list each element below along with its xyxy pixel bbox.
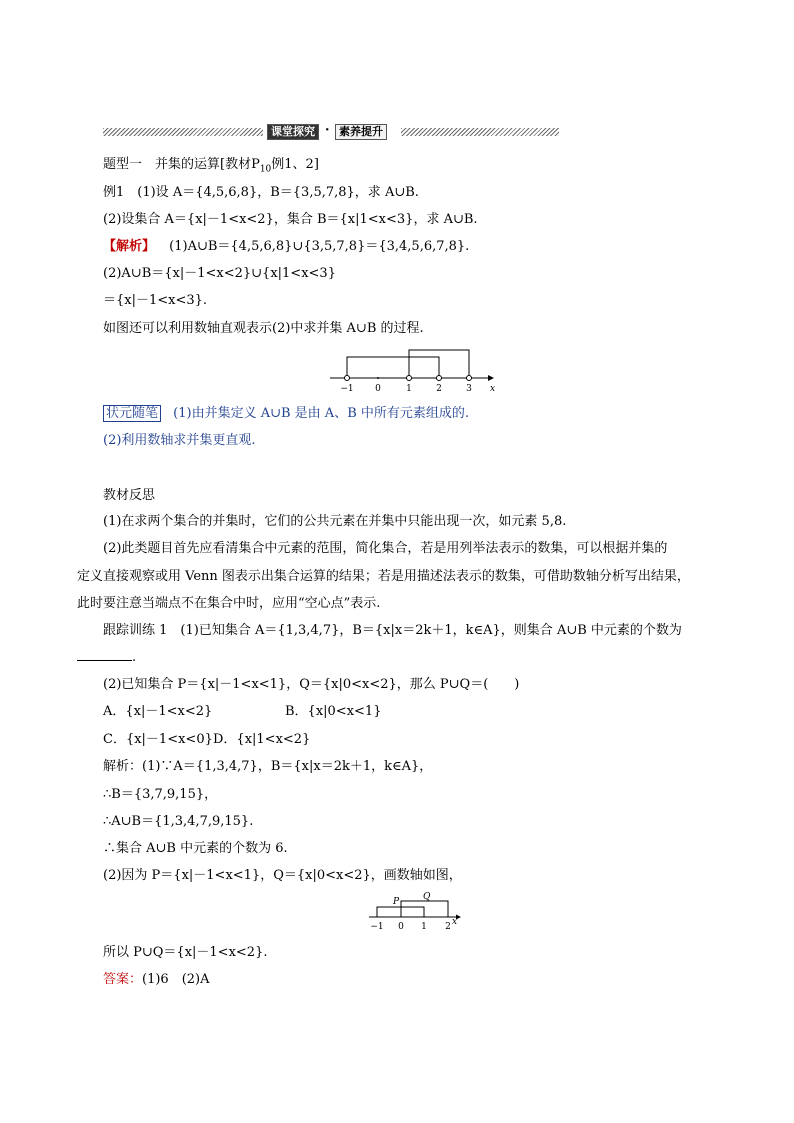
analysis-line-3: ∴A∪B＝{1,3,4,7,9,15}. (103, 814, 254, 829)
analysis-line-4: ∴集合 A∪B 中元素的个数为 6. (103, 841, 288, 856)
answer-text: (1)6 (2)A (142, 972, 210, 987)
solution-line-3: ＝{x|－1<x<3}. (103, 293, 208, 308)
tick-label: 2 (445, 922, 451, 932)
analysis-line-6: 所以 P∪Q＝{x|－1<x<2}. (103, 945, 268, 960)
open-point (407, 376, 412, 381)
heading-tail: 例1、2] (271, 157, 319, 172)
option-d: D．{x|1<x<2} (213, 732, 311, 747)
note-label: 状元随笔 (103, 405, 161, 422)
blank-period: . (132, 650, 137, 665)
heading-subscript: 10 (259, 164, 272, 175)
open-point (467, 376, 472, 381)
exercise-question-1: 跟踪训练 1 (1)已知集合 A＝{1,3,4,7}，B＝{x|x＝2k＋1，k∈A}，则集合 A∪B 中元素的个数为 (103, 623, 682, 638)
tick-label: 3 (466, 384, 472, 394)
option-a: A．{x|－1<x<2} (103, 704, 213, 719)
section-banner (103, 124, 559, 140)
note-line-2: (2)利用数轴求并集更直观. (103, 433, 256, 448)
solution-line-4: 如图还可以利用数轴直观表示(2)中求并集 A∪B 的过程. (103, 321, 424, 336)
reflection-para-2b: 定义直接观察或用 Venn 图表示出集合运算的结果；若是用描述法表示的数集，可借助数轴分析写出结果， (77, 569, 690, 584)
origin-dot (377, 377, 379, 379)
reflection-title: 教材反思 (103, 488, 156, 503)
note-line-1 (103, 405, 469, 423)
open-point (437, 376, 442, 381)
option-b: B．{x|0<x<1} (285, 704, 382, 719)
banner-stripe-left (103, 128, 263, 136)
analysis-line-1: 解析：(1)∵A＝{1,3,4,7}，B＝{x|x＝2k＋1，k∈A}， (103, 759, 433, 774)
set-a-bracket (347, 357, 439, 378)
option-c: C．{x|－1<x<0} (103, 732, 213, 747)
answer-label: 答案： (103, 972, 143, 987)
solution-line-2: (2)A∪B＝{x|－1<x<2}∪{x|1<x<3} (103, 266, 336, 281)
banner-left-label: 课堂探究 (267, 124, 319, 140)
solution-line-1 (103, 238, 469, 256)
tick-label: −1 (370, 922, 384, 932)
tick-label: 2 (436, 384, 442, 394)
tick-label: 0 (398, 922, 404, 932)
solution-label: 【解析】 (103, 239, 156, 254)
analysis-line-2: ∴B＝{3,7,9,15}， (103, 787, 218, 802)
analysis-line-5: (2)因为 P＝{x|－1<x<1}，Q＝{x|0<x<2}，画数轴如图， (103, 868, 462, 883)
example-question-2: (2)设集合 A＝{x|－1<x<2}，集合 B＝{x|1<x<3}，求 A∪B. (103, 212, 478, 227)
reflection-para-1: (1)在求两个集合的并集时，它们的公共元素在并集中只能出现一次，如元素 5,8. (103, 514, 567, 529)
tick-label: 1 (421, 922, 427, 932)
section-heading (103, 156, 319, 179)
answer-line (103, 971, 210, 989)
note-text-1: (1)由并集定义 A∪B 是由 A、B 中所有元素组成的. (173, 406, 470, 421)
tick-label: 1 (406, 384, 412, 394)
axis-variable: x (490, 384, 496, 394)
axis-arrow (488, 375, 494, 381)
solution-text-1: (1)A∪B＝{4,5,6,8}∪{3,5,7,8}＝{3,4,5,6,7,8}. (169, 239, 470, 254)
answer-blank[interactable] (77, 648, 132, 661)
reflection-para-2a: (2)此类题目首先应看清集合中元素的范围，简化集合，若是用列举法表示的数集，可以根据并集的 (103, 541, 668, 556)
set-p-label: P (393, 897, 400, 907)
tick-label: 0 (375, 384, 381, 394)
example-question-1: 例1 (1)设 A＝{4,5,6,8}，B＝{3,5,7,8}，求 A∪B. (103, 185, 419, 200)
tick-label: −1 (340, 384, 354, 394)
banner-separator: · (325, 123, 330, 138)
heading-text: 题型一 并集的运算[教材P (103, 157, 260, 172)
set-q-label: Q (423, 892, 431, 902)
banner-stripe-right (401, 128, 559, 136)
banner-right-label: 素养提升 (335, 124, 387, 140)
axis-variable: x (452, 917, 458, 927)
exercise-question-1-blank-line (77, 648, 136, 667)
reflection-para-2c: 此时要注意当端点不在集合中时，应用“空心点”表示. (77, 596, 381, 611)
open-point (345, 376, 350, 381)
number-line-2 (366, 891, 466, 933)
number-line-1 (325, 345, 500, 395)
exercise-question-2: (2)已知集合 P＝{x|－1<x<1}，Q＝{x|0<x<2}，那么 P∪Q＝( ) (103, 677, 520, 692)
